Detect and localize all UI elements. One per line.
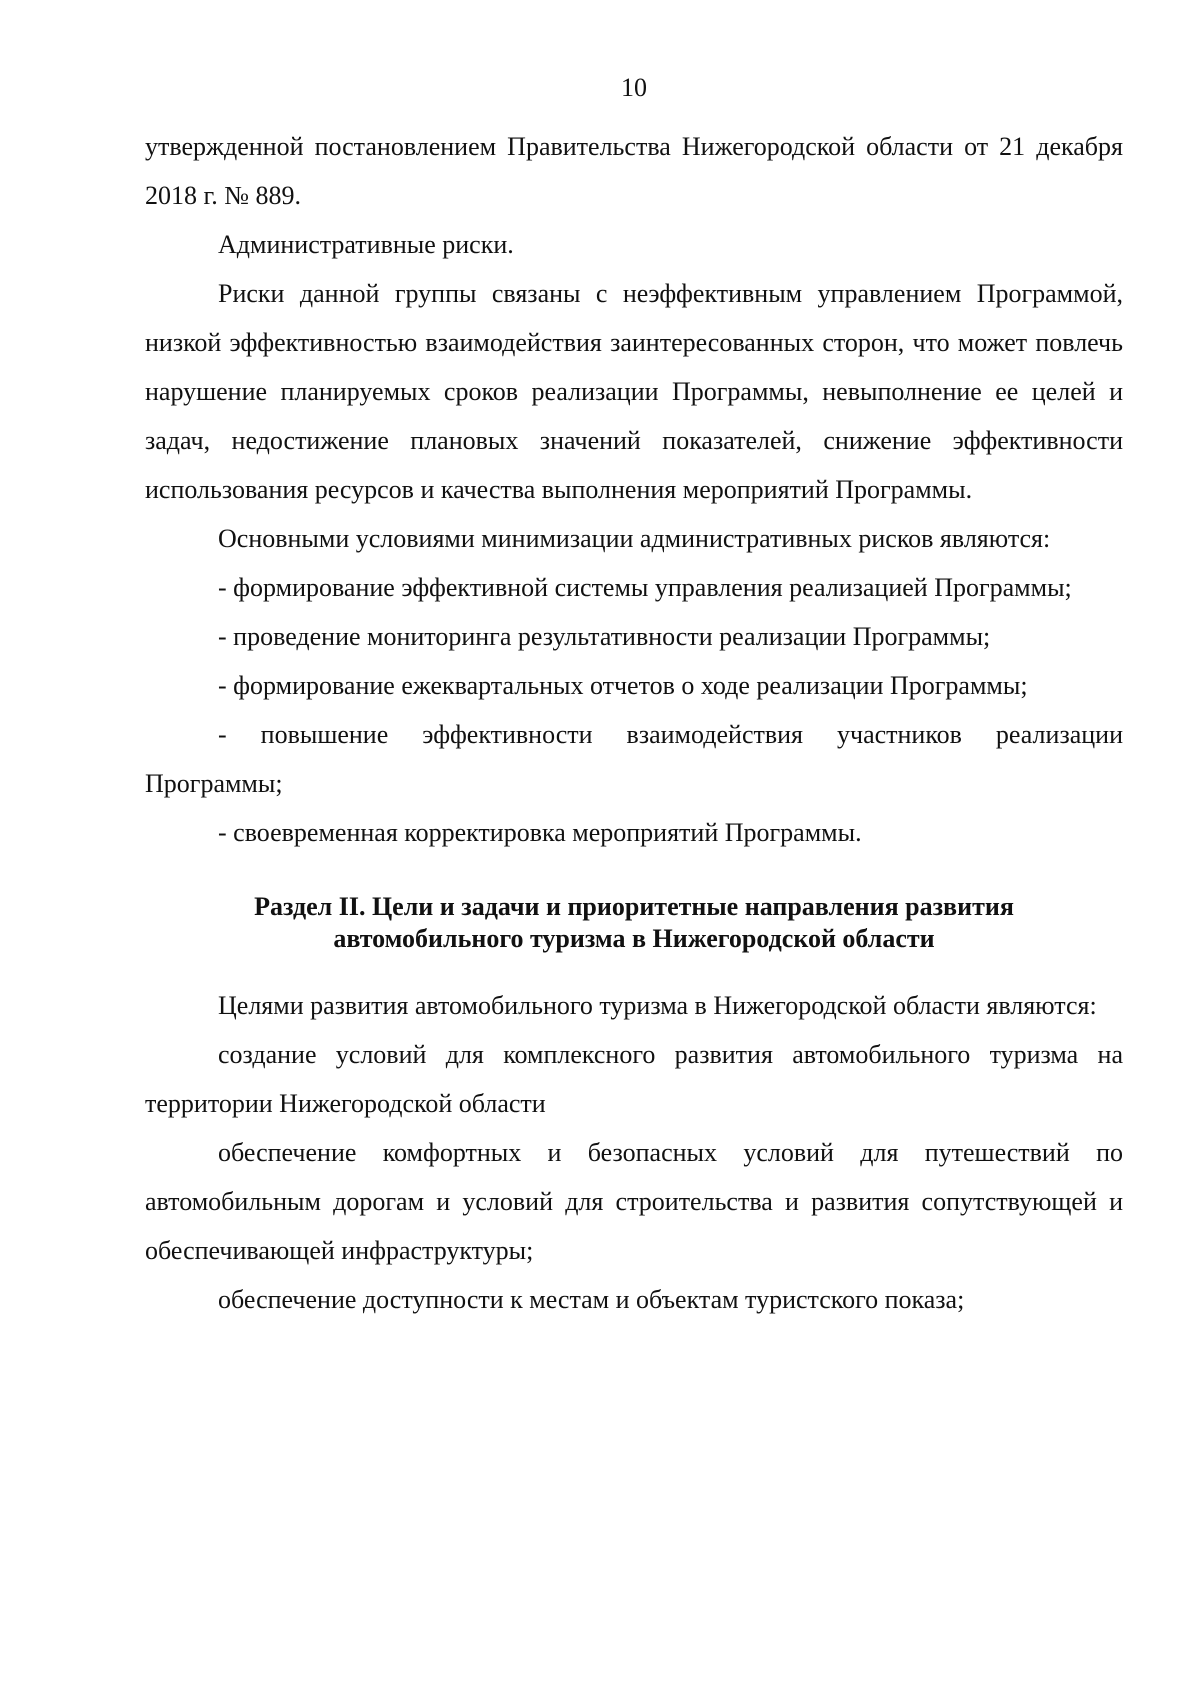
list-item-quarterly-reports: - формирование ежеквартальных отчетов о ходе реализации Программы; bbox=[218, 671, 1028, 700]
list-item-monitoring: - проведение мониторинга результативности реализации Программы; bbox=[218, 622, 991, 651]
document-page bbox=[145, 72, 1123, 1324]
list-item-interaction: - повышение эффективности взаимодействия участников реализации Программы; bbox=[145, 720, 1123, 798]
section-heading bbox=[145, 891, 1123, 955]
list-item-management-system: - формирование эффективной системы управления реализацией Программы; bbox=[218, 573, 1072, 602]
paragraph-admin-risks-title: Административные риски. bbox=[218, 230, 514, 259]
paragraph-conditions-intro: Основными условиями минимизации административных рисков являются: bbox=[218, 524, 1051, 553]
paragraph-goals-intro: Целями развития автомобильного туризма в Нижегородской области являются: bbox=[218, 991, 1097, 1020]
paragraph-goal-conditions: создание условий для комплексного развития автомобильного туризма на территории Нижегородской области bbox=[145, 1040, 1123, 1118]
paragraph-continuation: утвержденной постановлением Правительства Нижегородской области от 21 декабря 2018 г. № 889. bbox=[145, 132, 1123, 210]
paragraph-goal-accessibility: обеспечение доступности к местам и объектам туристского показа; bbox=[218, 1285, 965, 1314]
paragraph-goal-safety: обеспечение комфортных и безопасных условий для путешествий по автомобильным дорогам и условий для строительства и развития сопутствующей и обеспечивающей инфраструктуры; bbox=[145, 1138, 1123, 1265]
section-heading-line-2: автомобильного туризма в Нижегородской области bbox=[333, 924, 935, 953]
list-item-correction: - своевременная корректировка мероприятий Программы. bbox=[218, 818, 862, 847]
paragraph-admin-risks-description: Риски данной группы связаны с неэффективным управлением Программой, низкой эффективностью взаимодействия заинтересованных сторон, что может повлечь нарушение планируемых сроков реализации Программы, невыполнение ее целей и задач, недостижение плановых значений показателей, снижение эффективности использования ресурсов и качества выполнения мероприятий Программы. bbox=[145, 279, 1123, 504]
page-number: 10 bbox=[621, 73, 647, 102]
section-heading-line-1: Раздел II. Цели и задачи и приоритетные направления развития bbox=[254, 892, 1014, 921]
